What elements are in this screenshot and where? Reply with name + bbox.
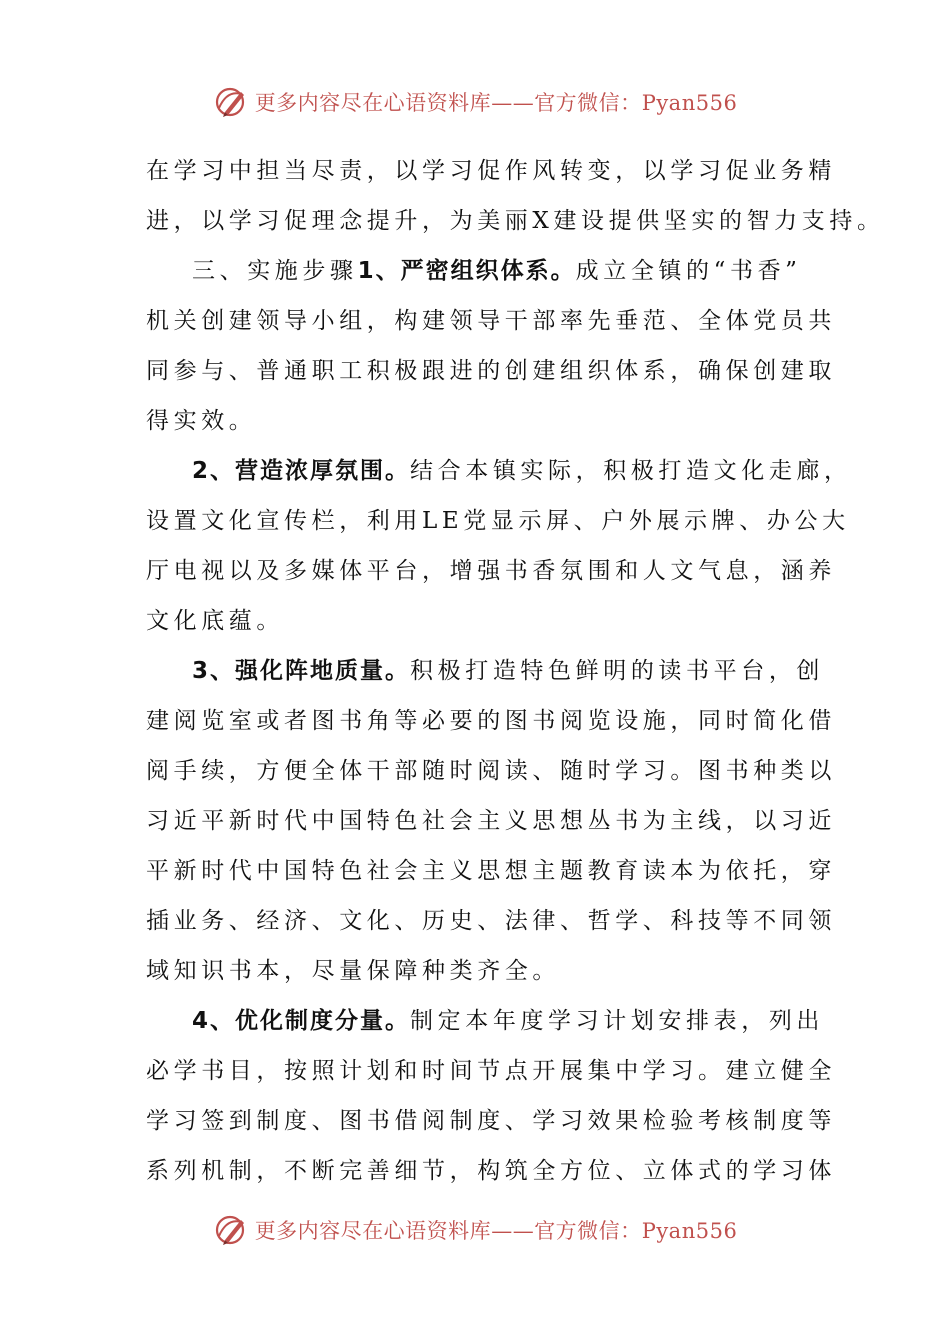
- top-banner: [0, 82, 950, 122]
- step-heading: 2、营造浓厚氛围。: [192, 458, 411, 484]
- text-line: 进，以学习促理念提升，为美丽X建设提供坚实的智力支持。: [146, 208, 885, 234]
- text-line: 机关创建领导小组，构建领导干部率先垂范、全体党员共: [146, 308, 836, 334]
- step-line: 2、营造浓厚氛围。结合本镇实际，积极打造文化走廊，: [192, 458, 852, 484]
- step-heading: 4、优化制度分量。: [192, 1008, 411, 1034]
- text-line: 厅电视以及多媒体平台，增强书香氛围和人文气息，涵养: [146, 558, 836, 584]
- text-line: 学习签到制度、图书借阅制度、学习效果检验考核制度等: [146, 1108, 836, 1134]
- step-heading: 1、严密组织体系。: [357, 258, 576, 284]
- section-heading-line: 三、实施步骤1、严密组织体系。成立全镇的“书香”: [192, 258, 802, 284]
- text-line: 得实效。: [146, 408, 257, 434]
- text-line: 习近平新时代中国特色社会主义思想丛书为主线，以习近: [146, 808, 836, 834]
- step-heading: 3、强化阵地质量。: [192, 658, 411, 684]
- step-line: 3、强化阵地质量。积极打造特色鲜明的读书平台，创: [192, 658, 825, 684]
- bottom-banner: [0, 1210, 950, 1250]
- text-line: 文化底蕴。: [146, 608, 284, 634]
- text-line: 系列机制，不断完善细节，构筑全方位、立体式的学习体: [146, 1158, 836, 1184]
- text-line: 设置文化宣传栏，利用LE党显示屏、户外展示牌、办公大: [146, 508, 850, 534]
- document-body: [146, 146, 885, 1196]
- text-line: 插业务、经济、文化、历史、法律、哲学、科技等不同领: [146, 908, 836, 934]
- step-line: 4、优化制度分量。制定本年度学习计划安排表，列出: [192, 1008, 825, 1034]
- text-line: 建阅览室或者图书角等必要的图书阅览设施，同时简化借: [146, 708, 836, 734]
- text-line: 平新时代中国特色社会主义思想主题教育读本为依托，穿: [146, 858, 836, 884]
- pen-swirl-logo-icon: [213, 1212, 249, 1248]
- text-line: 必学书目，按照计划和时间节点开展集中学习。建立健全: [146, 1058, 836, 1084]
- banner-text: 更多内容尽在心语资料库——官方微信：Pyan556: [254, 91, 738, 115]
- pen-swirl-logo-icon: [213, 84, 249, 120]
- banner-text: 更多内容尽在心语资料库——官方微信：Pyan556: [254, 1219, 738, 1243]
- text-line: 域知识书本，尽量保障种类齐全。: [146, 958, 560, 984]
- text-line: 在学习中担当尽责，以学习促作风转变，以学习促业务精: [146, 158, 836, 184]
- text-line: 同参与、普通职工积极跟进的创建组织体系，确保创建取: [146, 358, 836, 384]
- text-line: 阅手续，方便全体干部随时阅读、随时学习。图书种类以: [146, 758, 836, 784]
